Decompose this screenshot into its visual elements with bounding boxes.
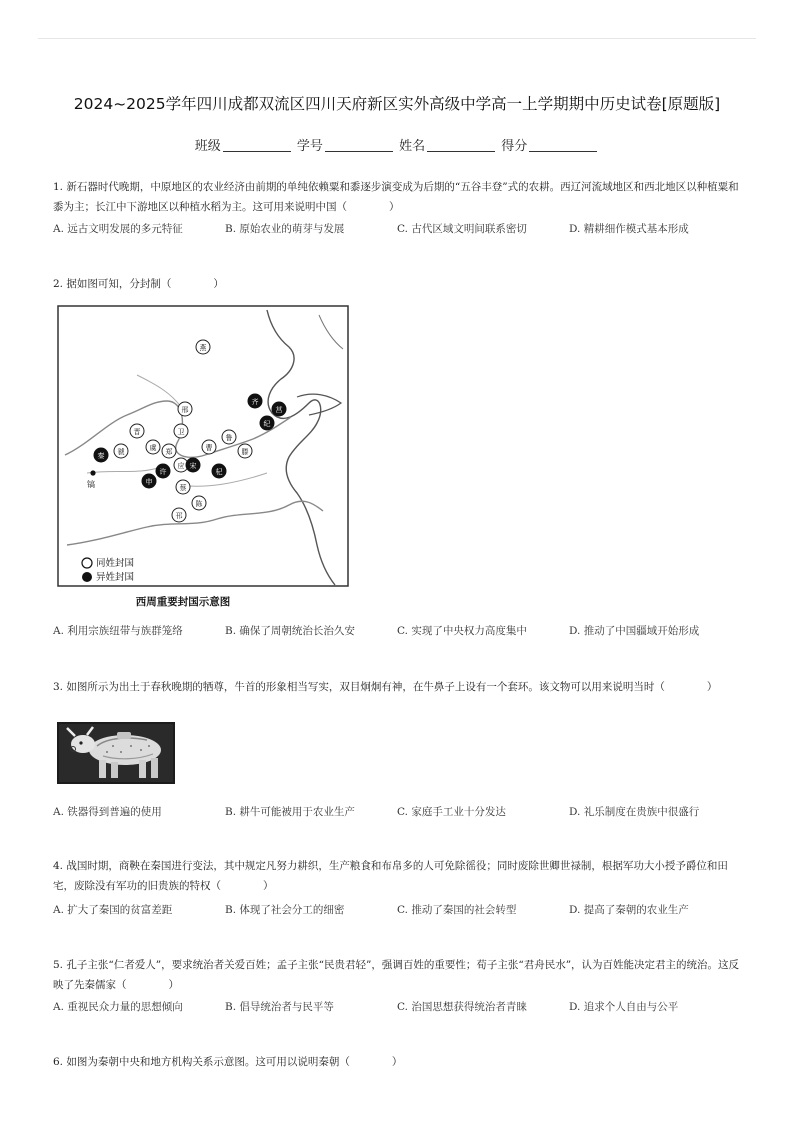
state-same-cao: [202, 440, 216, 454]
svg-text:燕: 燕: [199, 344, 207, 352]
question-3: [53, 677, 743, 697]
svg-text:许: 许: [159, 468, 167, 476]
option-c[interactable]: C. 推动了秦国的社会转型: [397, 904, 517, 916]
svg-text:宋: 宋: [189, 462, 197, 470]
svg-text:虢: 虢: [117, 448, 125, 456]
option-d[interactable]: D. 追求个人自由与公平: [569, 1001, 679, 1013]
svg-text:应: 应: [177, 462, 185, 470]
page-title: 2024~2025学年四川成都双流区四川天府新区实外高级中学高一上学期期中历史试卷[原题版]: [73, 95, 721, 113]
state-diff-ju: [272, 402, 287, 417]
state-same-cai: [176, 480, 190, 494]
western-zhou-map: [57, 305, 351, 610]
ox-zun-photo: [57, 722, 175, 784]
option-a[interactable]: A. 铁器得到普遍的使用: [53, 806, 162, 818]
svg-text:晋: 晋: [133, 428, 141, 436]
state-same-guo: [114, 444, 128, 458]
top-divider: [38, 38, 756, 39]
svg-text:莒: 莒: [275, 406, 283, 414]
class-blank[interactable]: [223, 139, 291, 152]
question-2: [53, 274, 743, 294]
question-stem: 1. 新石器时代晚期，中原地区的农业经济由前期的单纯依赖粟和黍逐步演变成为后期的“五谷丰登”式的农耕。西辽河流域地区和西北地区以种植粟和黍为主；长江中下游地区以种植水稻为主。这可用来说明中国（ ）: [53, 181, 739, 213]
question-stem: 3. 如图所示为出土于春秋晚期的牺尊，牛首的形象相当写实，双目炯炯有神，在牛鼻子上设有一个套环。该文物可以用来说明当时（ ）: [53, 681, 718, 693]
svg-text:邢: 邢: [181, 406, 189, 414]
legend-diff-label: 异姓封国: [96, 572, 135, 583]
question-1-options: [53, 221, 743, 241]
number-blank[interactable]: [325, 139, 393, 152]
option-d[interactable]: D. 提高了秦朝的农业生产: [569, 904, 689, 916]
name-blank[interactable]: [427, 139, 495, 152]
question-6: [53, 1052, 743, 1072]
map-caption: 西周重要封国示意图: [135, 596, 231, 608]
state-same-yan: [196, 340, 210, 354]
state-diff-shen: [142, 474, 157, 489]
svg-text:卫: 卫: [177, 428, 185, 436]
state-same-yu: [146, 440, 160, 454]
question-1: [53, 177, 743, 217]
state-diff-qi2: [212, 464, 227, 479]
state-diff-qi: [248, 394, 263, 409]
state-diff-ji: [260, 416, 275, 431]
student-info-line: [0, 135, 794, 154]
option-a[interactable]: A. 扩大了秦国的贫富差距: [53, 904, 173, 916]
svg-text:秦: 秦: [97, 452, 105, 460]
state-diff-qin: [94, 448, 109, 463]
score-blank[interactable]: [529, 139, 597, 152]
state-same-xing: [178, 402, 192, 416]
option-b[interactable]: B. 原始农业的萌芽与发展: [225, 223, 345, 235]
svg-text:申: 申: [145, 478, 153, 486]
option-c[interactable]: C. 实现了中央权力高度集中: [397, 625, 527, 637]
class-label: 班级: [194, 139, 221, 154]
state-same-teng: [238, 444, 252, 458]
question-2-options: [53, 623, 743, 643]
question-stem: 5. 孔子主张“仁者爱人”，要求统治者关爱百姓；孟子主张“民贵君轻”，强调百姓的重要性；荀子主张“君舟民水”，认为百姓能决定君主的统治。这反映了先秦儒家（ ）: [53, 959, 740, 991]
svg-text:曹: 曹: [205, 444, 213, 452]
question-stem: 6. 如图为秦朝中央和地方机构关系示意图。这可用以说明秦朝（ ）: [53, 1056, 403, 1068]
state-diff-song: [186, 458, 201, 473]
name-label: 姓名: [399, 139, 426, 154]
svg-text:鲁: 鲁: [225, 434, 233, 442]
state-same-zheng: [162, 444, 176, 458]
option-c[interactable]: C. 家庭手工业十分发达: [397, 806, 506, 818]
svg-text:齐: 齐: [251, 398, 259, 406]
state-diff-xu: [156, 464, 171, 479]
option-a[interactable]: A. 利用宗族纽带与族群笼络: [53, 625, 183, 637]
option-d[interactable]: D. 精耕细作模式基本形成: [569, 223, 689, 235]
question-stem: 2. 据如图可知，分封制（ ）: [53, 278, 224, 290]
svg-text:滕: 滕: [241, 448, 249, 456]
state-same-lu: [222, 430, 236, 444]
svg-text:蔡: 蔡: [179, 484, 187, 492]
svg-text:虞: 虞: [149, 444, 157, 452]
option-a[interactable]: A. 远古文明发展的多元特征: [53, 223, 183, 235]
option-c[interactable]: C. 古代区域文明间联系密切: [397, 223, 527, 235]
option-b[interactable]: B. 倡导统治者与民平等: [225, 1001, 334, 1013]
svg-text:邗: 邗: [175, 512, 183, 520]
map-figure: [57, 305, 351, 610]
option-c[interactable]: C. 治国思想获得统治者青睐: [397, 1001, 527, 1013]
option-d[interactable]: D. 推动了中国疆域开始形成: [569, 625, 700, 637]
state-same-wei: [174, 424, 188, 438]
option-b[interactable]: B. 耕牛可能被用于农业生产: [225, 806, 355, 818]
state-same-jin: [130, 424, 144, 438]
option-d[interactable]: D. 礼乐制度在贵族中很盛行: [569, 806, 700, 818]
state-same-han: [172, 508, 186, 522]
state-same-chen: [192, 496, 206, 510]
ox-zun-image: [57, 722, 175, 784]
option-b[interactable]: B. 体现了社会分工的细密: [225, 904, 345, 916]
question-4-options: [53, 902, 743, 922]
question-5-options: [53, 999, 743, 1019]
question-stem: 4. 战国时期，商鞅在秦国进行变法，其中规定凡努力耕织，生产粮食和布帛多的人可免除徭役；同时废除世卿世禄制，根据军功大小授予爵位和田宅，废除没有军功的旧贵族的特权（ ）: [53, 860, 728, 892]
question-5: [53, 955, 743, 995]
option-b[interactable]: B. 确保了周朝统治长治久安: [225, 625, 355, 637]
question-3-options: [53, 804, 743, 824]
svg-text:纪: 纪: [263, 420, 271, 428]
svg-text:杞: 杞: [215, 468, 223, 476]
capital-label: 镐: [87, 480, 95, 489]
number-label: 学号: [296, 139, 323, 154]
legend-same-label: 同姓封国: [96, 558, 135, 569]
question-4: [53, 856, 743, 896]
option-a[interactable]: A. 重视民众力量的思想倾向: [53, 1001, 183, 1013]
svg-text:陈: 陈: [195, 500, 203, 508]
svg-text:郑: 郑: [165, 448, 173, 456]
score-label: 得分: [501, 139, 528, 154]
